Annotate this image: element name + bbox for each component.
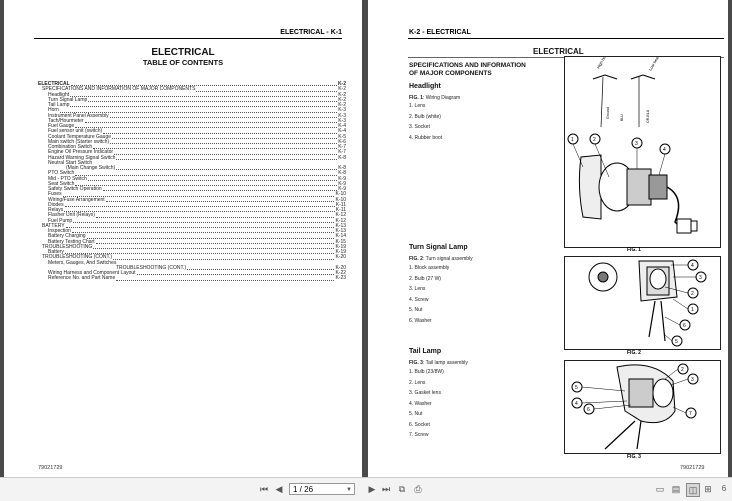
toc-label: Headlight xyxy=(48,91,70,98)
toc-page-number: K-23 xyxy=(335,275,346,282)
toc-page-number: K-19 xyxy=(335,249,346,255)
toc-page-number: K-13 xyxy=(335,222,346,229)
section-heading-tail-lamp: Tail Lamp xyxy=(409,348,442,355)
parts-list xyxy=(409,101,442,143)
svg-text:1: 1 xyxy=(571,137,574,143)
chevron-down-icon: ▼ xyxy=(346,487,352,493)
toc-page-number: K-10 xyxy=(335,191,346,198)
toc-leader xyxy=(116,169,337,170)
toc-label: Tach/Hourmeter xyxy=(48,117,84,124)
fig-ref: FIG. 1 xyxy=(409,95,423,101)
turn-signal-diagram xyxy=(565,257,720,349)
figure-caption: FIG. 3 xyxy=(627,454,641,460)
figure-reference: FIG. 2: Turn signal assembly xyxy=(409,256,473,262)
figure-caption: FIG. 2 xyxy=(627,350,641,356)
toc-leader xyxy=(88,180,337,181)
toc-leader xyxy=(114,154,337,155)
list-item: 5. Nut xyxy=(409,307,423,313)
parts-list xyxy=(409,263,449,326)
toc-label: Battery Charging xyxy=(48,233,86,240)
svg-text:6: 6 xyxy=(683,323,686,329)
fig-title: Tail lamp assembly xyxy=(425,360,468,366)
right-page xyxy=(368,0,728,477)
page-number-value: 1 / 26 xyxy=(293,485,314,494)
list-item: 3. Socket xyxy=(409,124,430,130)
list-item: 2. Lens xyxy=(409,379,426,386)
svg-text:3: 3 xyxy=(699,275,702,281)
fit-width-icon[interactable]: ⊞ xyxy=(704,484,712,494)
list-item: 3. Gasket lens xyxy=(409,390,441,396)
toc-leader xyxy=(110,117,338,118)
toc-label: Diodes xyxy=(48,201,64,208)
toc-page-number: K-3 xyxy=(338,117,346,124)
toc-row[interactable] xyxy=(38,276,346,281)
toc-page-number: K-12 xyxy=(335,212,346,219)
toc-leader xyxy=(88,101,337,102)
list-item: 1. Bulb (23/8W) xyxy=(409,369,444,375)
toc-page-number: K-8 xyxy=(338,165,346,171)
left-page xyxy=(4,0,362,477)
toc-page-number: K-2 xyxy=(338,96,346,103)
toc-label: Fuel sensor unit (switch) xyxy=(48,128,103,135)
toc-leader xyxy=(113,259,334,260)
viewer-toolbar xyxy=(0,477,732,501)
header-rule xyxy=(408,38,724,39)
svg-text:4: 4 xyxy=(663,147,666,153)
toc-page-number: K-3 xyxy=(338,107,346,114)
toc-label: Hazard Warning Signal Switch xyxy=(48,154,116,161)
toc-page-number: K-7 xyxy=(338,144,346,150)
toc-leader xyxy=(96,217,334,218)
fig-ref: FIG. 2 xyxy=(409,256,423,262)
toc-page-number: K-9 xyxy=(338,180,346,187)
svg-text:2: 2 xyxy=(691,291,694,297)
toc-label: PTO Switch xyxy=(48,170,75,177)
single-page-view-icon[interactable]: ▭ xyxy=(655,484,665,494)
list-item: 5. Nut xyxy=(409,411,423,417)
figure-reference: FIG. 1: Wiring Diagram xyxy=(409,95,461,101)
list-item: 3. Lens xyxy=(409,286,426,292)
first-page-button[interactable]: ⏮ xyxy=(259,484,269,494)
two-page-view-icon[interactable]: ◫ xyxy=(686,483,700,497)
toc-leader xyxy=(137,274,335,275)
toc-page-number: K-11 xyxy=(335,201,346,208)
toc-label: Meters, Gauges, And Switches xyxy=(48,259,117,266)
last-page-button[interactable]: ⏭ xyxy=(381,484,391,494)
fig-title: Turn signal assembly xyxy=(425,256,473,262)
toc-page-number: K-10 xyxy=(335,196,346,203)
toc-leader xyxy=(66,227,335,228)
spec-heading: OF MAJOR COMPONENTS xyxy=(409,70,492,77)
toc-label: ELECTRICAL xyxy=(38,81,70,87)
toc-page-number: K-9 xyxy=(338,186,346,192)
toc-leader xyxy=(112,138,337,139)
svg-text:4: 4 xyxy=(691,263,694,269)
spec-heading: SPECIFICATIONS AND INFORMATION xyxy=(409,62,526,69)
toc-leader xyxy=(103,133,337,134)
print-icon[interactable]: ⎙ xyxy=(414,484,422,494)
toc-label: Turn Signal Lamp xyxy=(48,96,88,103)
toc-label: TROUBLESHOOTING (CONT.) xyxy=(116,264,187,271)
toc-page-number: K-4 xyxy=(338,128,346,135)
toc-page-number: K-7 xyxy=(338,149,346,156)
figure-caption: FIG. 1 xyxy=(627,247,641,253)
fig-ref: FIG. 3 xyxy=(409,360,423,366)
toc-label: Reference No. and Part Name xyxy=(48,275,116,282)
svg-text:4: 4 xyxy=(575,401,578,407)
toc-page-number: K-20 xyxy=(335,264,346,271)
svg-text:2: 2 xyxy=(681,367,684,373)
list-item: 1. Block assembly xyxy=(409,265,450,271)
figure-reference: FIG. 3: Tail lamp assembly xyxy=(409,360,468,366)
toc-page-number: K-8 xyxy=(338,154,346,161)
toc-leader xyxy=(65,206,335,207)
svg-text:5: 5 xyxy=(675,339,678,345)
previous-page-button[interactable]: ◀ xyxy=(275,484,283,494)
page-title: ELECTRICAL xyxy=(533,47,584,56)
toc-page-number: K-15 xyxy=(335,238,346,245)
toc-label: Neutral Start Switch xyxy=(48,159,93,166)
svg-text:3: 3 xyxy=(635,141,638,147)
toc-leader xyxy=(116,159,337,160)
toc-leader xyxy=(75,127,337,128)
toc-leader xyxy=(70,96,337,97)
toc-page-number: K-9 xyxy=(338,175,346,182)
toc-page-number: K-12 xyxy=(335,217,346,224)
toc-label: Wiring Harness and Component Layout xyxy=(48,270,136,276)
list-item: 4. Screw xyxy=(409,296,429,303)
fig-title: Wiring Diagram xyxy=(425,95,461,101)
toc-page-number: K-5 xyxy=(338,133,346,140)
toc-label: BATTERY xyxy=(42,222,65,229)
toc-label: Battery Testing Chart xyxy=(48,238,95,245)
toc-leader xyxy=(93,148,337,149)
toc-leader xyxy=(110,143,337,144)
svg-text:5: 5 xyxy=(575,385,578,391)
toc-label: Battery xyxy=(48,249,64,255)
toc-leader xyxy=(116,280,334,281)
toc-leader xyxy=(85,122,338,123)
list-item: 4. Rubber boot xyxy=(409,134,443,141)
list-item: 6. Socket xyxy=(409,421,430,428)
toc-label: Relays xyxy=(48,207,64,213)
toc-page-number: K-13 xyxy=(335,228,346,234)
diagram-label: OR-BLU xyxy=(646,109,650,123)
next-page-button[interactable]: ▶ xyxy=(368,484,376,494)
toc-label: Seat Switch xyxy=(48,180,75,187)
list-item: 4. Washer xyxy=(409,400,432,407)
toc-leader xyxy=(75,175,337,176)
page-header: ELECTRICAL - K-1 xyxy=(280,29,342,36)
toc-label: Safety Switch Operation xyxy=(48,186,102,192)
toc-label: Mid - PTO Switch xyxy=(48,175,87,182)
toc-label: Fuel Gauge xyxy=(48,123,75,129)
toc-label: (Main Change Switch) xyxy=(66,165,116,171)
continuous-view-icon[interactable]: ▤ xyxy=(671,484,681,494)
headlight-diagram xyxy=(565,57,720,247)
toc-page-number: K-8 xyxy=(338,170,346,177)
svg-text:7: 7 xyxy=(689,411,692,417)
toc-page-number: K-2 xyxy=(338,102,346,108)
toc-label: Coolant Temperature Gauge xyxy=(48,133,112,140)
svg-text:1: 1 xyxy=(691,307,694,313)
toc-page-number: K-22 xyxy=(335,270,346,276)
toc-leader xyxy=(87,238,335,239)
section-heading-headlight: Headlight xyxy=(409,83,441,90)
svg-text:3: 3 xyxy=(691,377,694,383)
toc-leader xyxy=(106,201,335,202)
page-header: K-2 - ELECTRICAL xyxy=(409,29,471,36)
toc-label: Engine Oil Pressure Indicator xyxy=(48,149,114,156)
toc-page-number: K-4 xyxy=(338,123,346,129)
toc-page-number: K-3 xyxy=(338,112,346,119)
toc-page-number: K-19 xyxy=(335,243,346,250)
toc-page-number: K-11 xyxy=(335,207,346,213)
table-of-contents xyxy=(38,82,346,282)
toc-label: Flasher Unit (Relays) xyxy=(48,212,95,219)
toc-leader xyxy=(96,243,335,244)
list-item: 2. Bulb (white) xyxy=(409,113,441,120)
list-item: 7. Screw xyxy=(409,432,429,438)
toc-page-number: K-2 xyxy=(338,91,346,98)
toc-label: Fuses xyxy=(48,191,62,198)
toc-label: Tail Lamp xyxy=(48,102,70,108)
header-rule xyxy=(34,38,342,39)
toc-label: Wiring/Fuse Arrangement xyxy=(48,196,105,203)
toc-page-number: K-2 xyxy=(338,86,346,93)
list-item: 6. Washer xyxy=(409,317,432,324)
page-subtitle: TABLE OF CONTENTS xyxy=(142,58,224,67)
toc-label: Main switch (Starter switch) xyxy=(48,138,110,145)
toc-leader xyxy=(72,232,335,233)
toc-page-number: K-6 xyxy=(338,138,346,145)
figure-headlight xyxy=(564,56,721,248)
toc-page-number: K-2 xyxy=(337,81,346,87)
parts-list xyxy=(409,367,444,441)
figure-tail-lamp xyxy=(564,360,721,454)
svg-text:6: 6 xyxy=(587,407,590,413)
tail-lamp-diagram xyxy=(565,361,720,453)
toc-label: TROUBLESHOOTING (CONT.) xyxy=(42,254,113,261)
toc-label: SPECIFICATIONS AND INFORMATION OF MAJOR COMPONENTS xyxy=(42,86,196,93)
section-heading-turn-signal: Turn Signal Lamp xyxy=(409,244,468,251)
toc-label: Inspection xyxy=(48,228,71,234)
toc-label: TROUBLESHOOTING xyxy=(42,243,93,250)
page-footer: 79021729 xyxy=(38,465,63,471)
toc-leader xyxy=(187,269,334,270)
toc-label: Fuel Pump xyxy=(48,217,73,224)
toc-label: Horn xyxy=(48,107,59,114)
toc-label: Instrument Panel Assembly xyxy=(48,112,109,119)
toc-leader xyxy=(75,185,337,186)
toc-page-number: K-14 xyxy=(335,233,346,240)
toc-leader xyxy=(64,211,335,212)
copy-icon[interactable]: ⧉ xyxy=(398,484,406,494)
diagram-label: High beam xyxy=(595,57,610,70)
toc-leader xyxy=(70,106,337,107)
toc-page-number: K-20 xyxy=(335,254,346,261)
diagram-label: Low beam xyxy=(647,57,662,72)
list-item: 2. Bulb (27 W) xyxy=(409,275,441,282)
svg-text:2: 2 xyxy=(593,137,596,143)
toc-leader xyxy=(103,190,338,191)
diagram-label: Ground xyxy=(606,107,610,119)
figure-turn-signal xyxy=(564,256,721,350)
page-title: ELECTRICAL xyxy=(151,47,215,58)
zoom-level[interactable]: 6 xyxy=(721,484,727,493)
diagram-label: BLU xyxy=(620,114,624,121)
page-number-input[interactable] xyxy=(289,483,355,495)
toc-leader xyxy=(93,248,334,249)
list-item: 1. Lens xyxy=(409,103,426,109)
toc-leader xyxy=(73,222,334,223)
toc-label: Combination Switch xyxy=(48,144,93,150)
page-footer: 79021729 xyxy=(680,465,705,471)
toc-leader xyxy=(196,91,337,92)
